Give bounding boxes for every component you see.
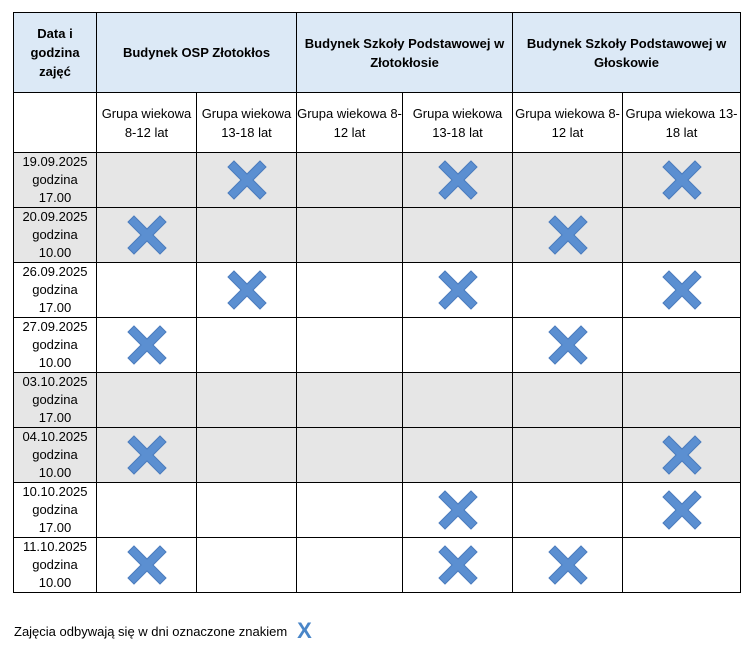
schedule-cell xyxy=(297,263,403,318)
x-mark-icon xyxy=(623,435,740,475)
x-mark-icon xyxy=(197,270,296,310)
schedule-cell xyxy=(97,263,197,318)
schedule-cell xyxy=(297,318,403,373)
schedule-cell xyxy=(97,428,197,483)
legend-x-symbol: X xyxy=(297,618,312,643)
date-cell xyxy=(14,208,97,263)
schedule-cell xyxy=(197,373,297,428)
schedule-cell xyxy=(623,538,741,593)
schedule-cell xyxy=(297,373,403,428)
session-date: 03.10.2025 xyxy=(22,374,88,389)
session-date: 10.10.2025 xyxy=(22,484,88,499)
schedule-row xyxy=(14,483,741,538)
session-date: 26.09.2025 xyxy=(22,264,88,279)
date-cell xyxy=(14,318,97,373)
header-empty-cell xyxy=(14,93,97,153)
date-cell xyxy=(14,263,97,318)
x-mark-icon xyxy=(513,325,622,365)
legend xyxy=(14,620,312,642)
date-cell xyxy=(14,538,97,593)
schedule-cell xyxy=(623,318,741,373)
x-mark-icon xyxy=(403,490,512,530)
session-time-label: godzina xyxy=(32,337,78,352)
schedule-cell xyxy=(513,263,623,318)
schedule-cell xyxy=(197,153,297,208)
header-building-osp: Budynek OSP Złotokłos xyxy=(97,13,297,93)
x-mark-icon xyxy=(623,270,740,310)
x-mark-icon xyxy=(403,545,512,585)
schedule-body xyxy=(14,153,741,593)
schedule-cell xyxy=(513,208,623,263)
x-mark-icon xyxy=(403,160,512,200)
session-time: 10.00 xyxy=(38,355,72,370)
schedule-cell xyxy=(623,483,741,538)
schedule-cell xyxy=(623,373,741,428)
schedule-row xyxy=(14,263,741,318)
schedule-cell xyxy=(403,428,513,483)
schedule-cell xyxy=(197,208,297,263)
group-header: Grupa wiekowa 13-18 lat xyxy=(403,93,513,153)
date-cell xyxy=(14,483,97,538)
schedule-table xyxy=(13,12,741,593)
schedule-cell xyxy=(513,538,623,593)
legend-text: Zajęcia odbywają się w dni oznaczone znakiem xyxy=(14,623,288,639)
schedule-row xyxy=(14,318,741,373)
schedule-cell xyxy=(97,208,197,263)
session-time-label: godzina xyxy=(32,557,78,572)
session-time: 17.00 xyxy=(38,520,72,535)
x-mark-icon xyxy=(403,270,512,310)
session-time-label: godzina xyxy=(32,227,78,242)
session-date: 19.09.2025 xyxy=(22,154,88,169)
x-mark-icon xyxy=(97,325,196,365)
header-date-col: Data i godzina zajęć xyxy=(14,13,97,93)
schedule-cell xyxy=(403,483,513,538)
x-mark-icon xyxy=(197,160,296,200)
schedule-cell xyxy=(197,263,297,318)
schedule-cell xyxy=(513,373,623,428)
schedule-cell xyxy=(97,153,197,208)
header-building-sp-gloskow: Budynek Szkoły Podstawowej w Głoskowie xyxy=(513,13,741,93)
schedule-cell xyxy=(513,318,623,373)
schedule-cell xyxy=(403,318,513,373)
x-mark-icon xyxy=(513,215,622,255)
schedule-cell xyxy=(297,538,403,593)
x-mark-icon xyxy=(97,215,196,255)
schedule-cell xyxy=(97,538,197,593)
x-mark-icon xyxy=(97,435,196,475)
schedule-cell xyxy=(403,373,513,428)
schedule-row xyxy=(14,538,741,593)
schedule-cell xyxy=(97,318,197,373)
schedule-row xyxy=(14,373,741,428)
schedule-cell xyxy=(513,483,623,538)
session-time-label: godzina xyxy=(32,172,78,187)
session-time: 10.00 xyxy=(38,575,72,590)
session-time: 17.00 xyxy=(38,300,72,315)
header-building-sp-zlotoklos: Budynek Szkoły Podstawowej w Złotokłosie xyxy=(297,13,513,93)
schedule-cell xyxy=(97,483,197,538)
schedule-cell xyxy=(97,373,197,428)
x-mark-icon xyxy=(623,490,740,530)
session-date: 27.09.2025 xyxy=(22,319,88,334)
session-time: 17.00 xyxy=(38,190,72,205)
group-header: Grupa wiekowa 8-12 lat xyxy=(97,93,197,153)
date-cell xyxy=(14,373,97,428)
schedule-row xyxy=(14,208,741,263)
group-header: Grupa wiekowa 8-12 lat xyxy=(513,93,623,153)
x-mark-icon xyxy=(97,545,196,585)
schedule-cell xyxy=(297,153,403,208)
session-date: 11.10.2025 xyxy=(22,539,88,554)
schedule-cell xyxy=(623,153,741,208)
schedule-cell xyxy=(623,428,741,483)
session-date: 20.09.2025 xyxy=(22,209,88,224)
schedule-cell xyxy=(197,483,297,538)
session-time: 17.00 xyxy=(38,410,72,425)
session-time-label: godzina xyxy=(32,502,78,517)
schedule-cell xyxy=(403,208,513,263)
session-time-label: godzina xyxy=(32,392,78,407)
schedule-cell xyxy=(513,153,623,208)
schedule-cell xyxy=(513,428,623,483)
schedule-cell xyxy=(623,263,741,318)
schedule-cell xyxy=(623,208,741,263)
group-header: Grupa wiekowa 8-12 lat xyxy=(297,93,403,153)
session-date: 04.10.2025 xyxy=(22,429,88,444)
schedule-cell xyxy=(403,538,513,593)
date-cell xyxy=(14,428,97,483)
schedule-cell xyxy=(197,538,297,593)
schedule-cell xyxy=(297,483,403,538)
group-header: Grupa wiekowa 13-18 lat xyxy=(623,93,741,153)
session-time-label: godzina xyxy=(32,447,78,462)
date-cell xyxy=(14,153,97,208)
schedule-row xyxy=(14,153,741,208)
schedule-cell xyxy=(297,428,403,483)
session-time: 10.00 xyxy=(38,465,72,480)
group-header: Grupa wiekowa 13-18 lat xyxy=(197,93,297,153)
x-mark-icon xyxy=(513,545,622,585)
schedule-cell xyxy=(403,263,513,318)
schedule-cell xyxy=(197,428,297,483)
schedule-cell xyxy=(197,318,297,373)
schedule-cell xyxy=(403,153,513,208)
session-time-label: godzina xyxy=(32,282,78,297)
x-mark-icon xyxy=(623,160,740,200)
session-time: 10.00 xyxy=(38,245,72,260)
schedule-row xyxy=(14,428,741,483)
schedule-cell xyxy=(297,208,403,263)
